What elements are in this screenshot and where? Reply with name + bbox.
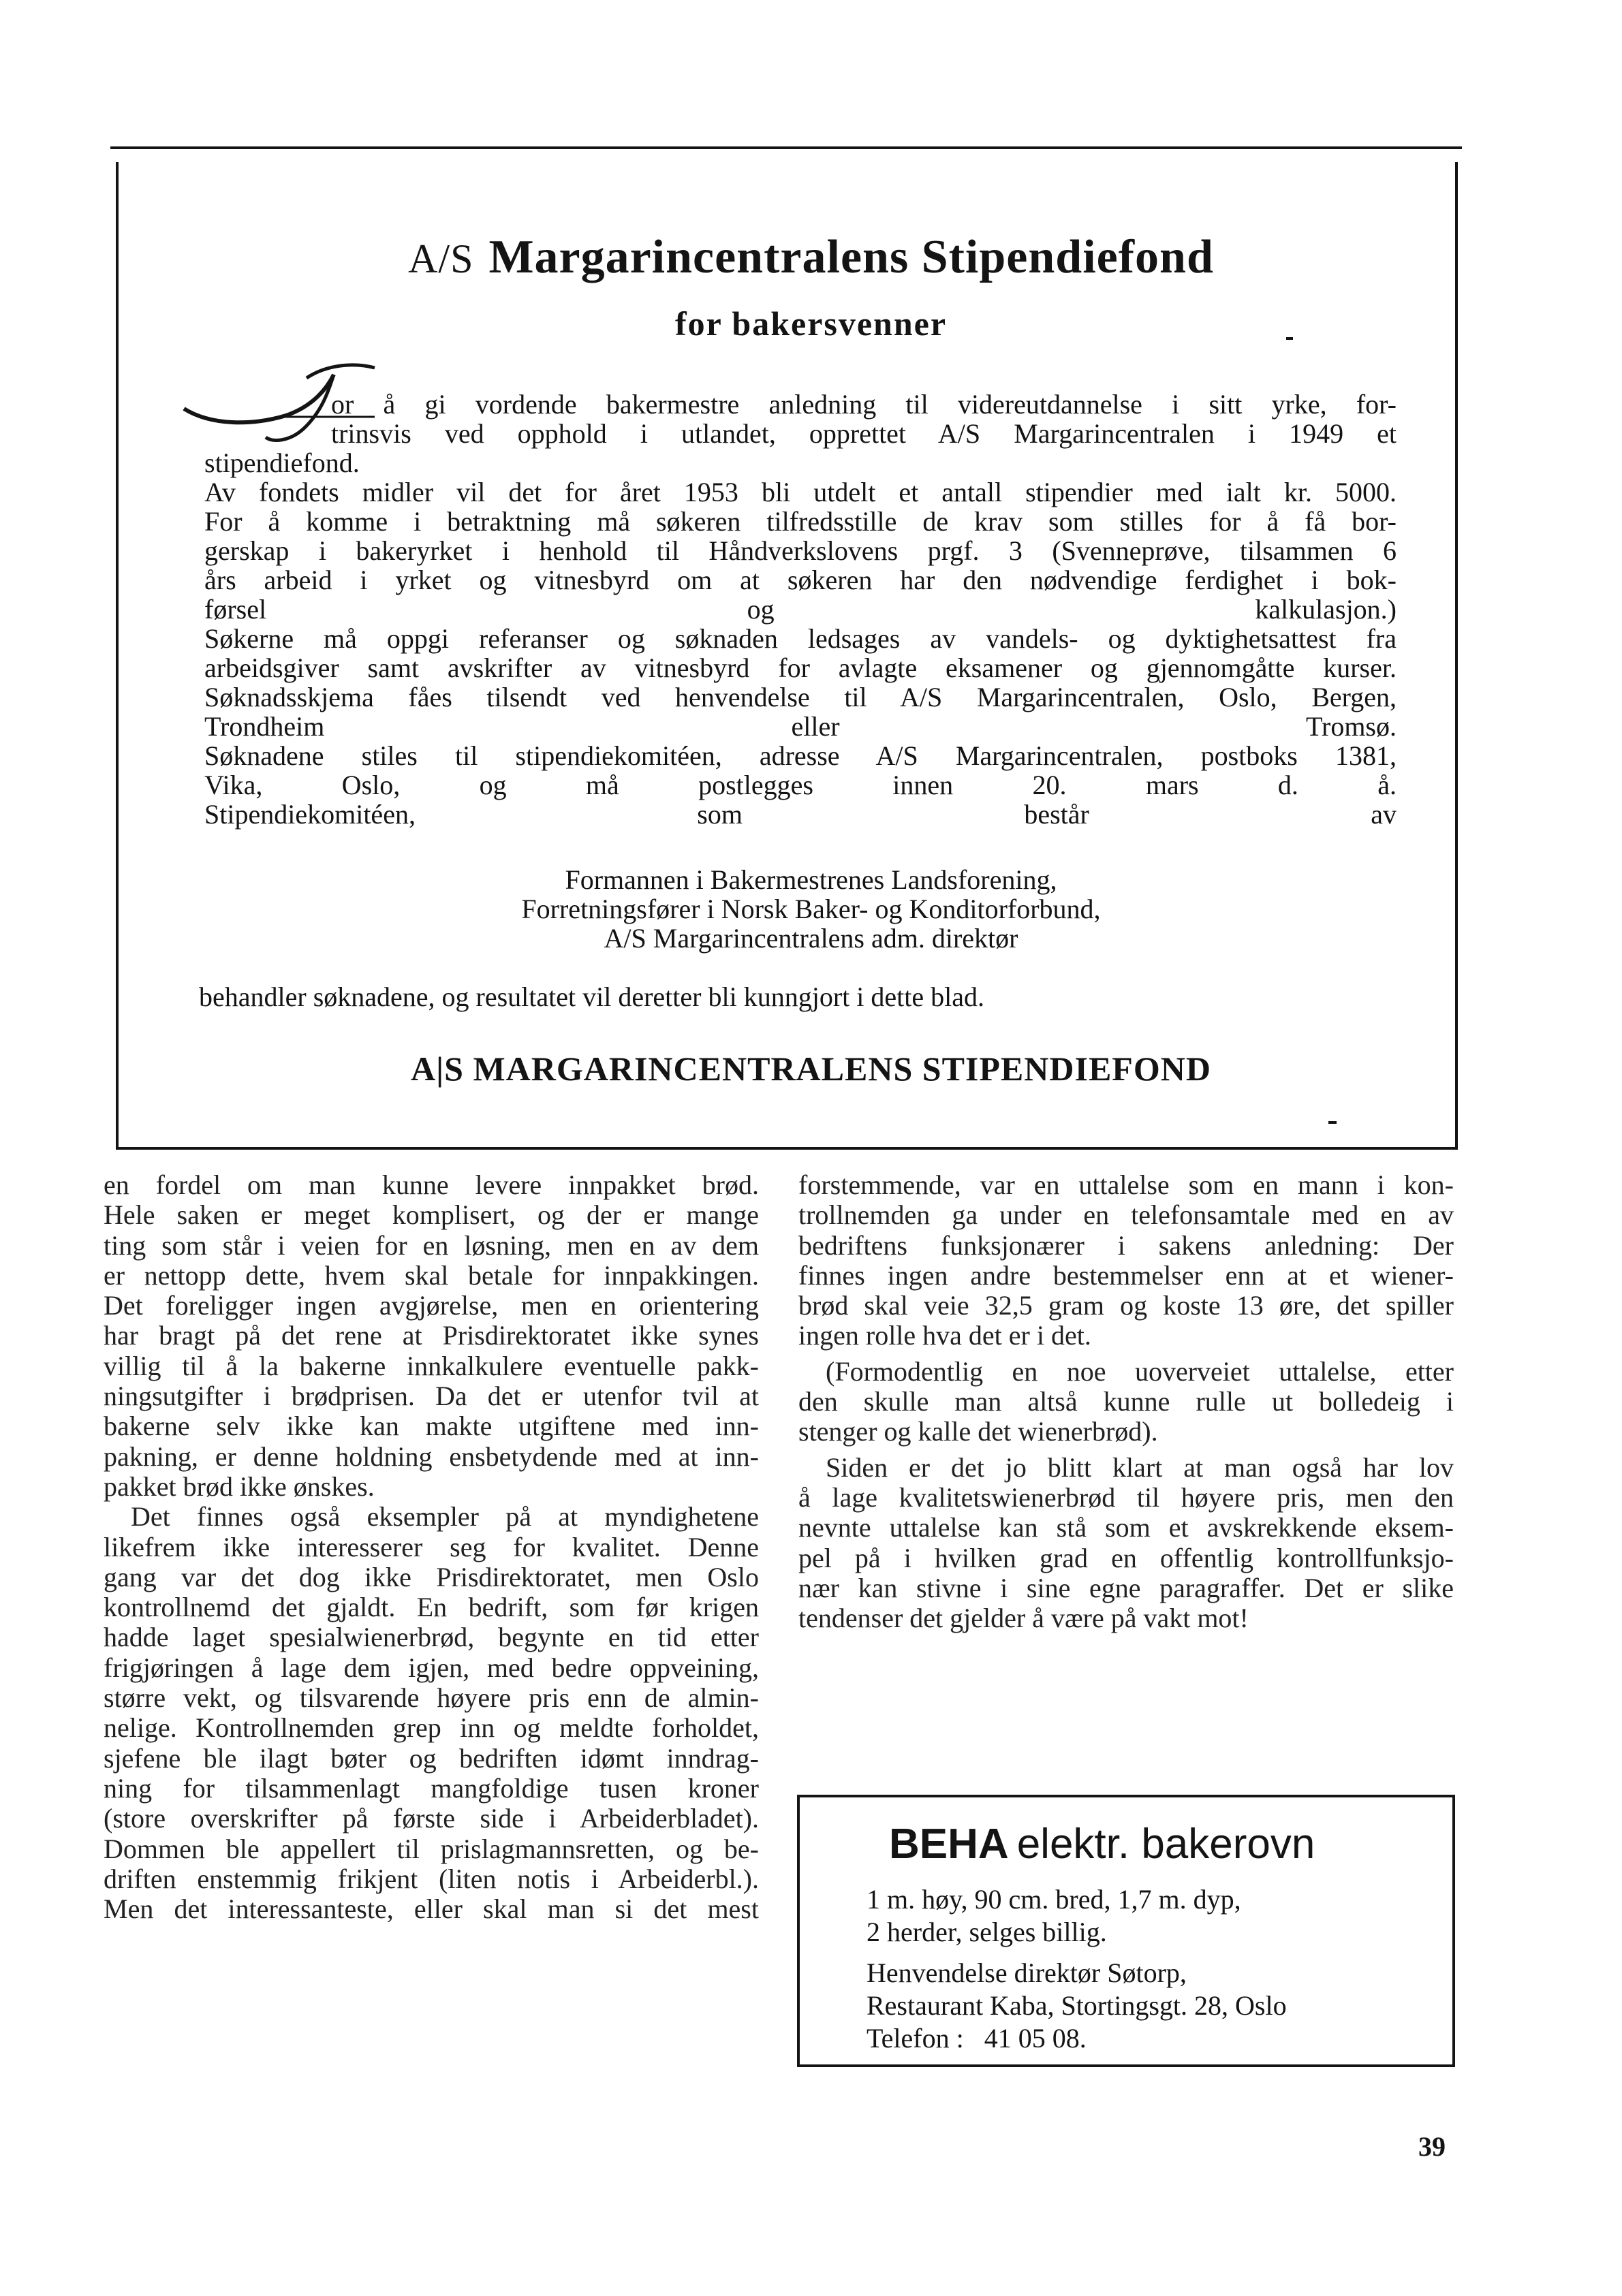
ad-signature: A|S MARGARINCENTRALENS STIPENDIEFOND	[411, 1050, 1211, 1088]
article-line: stenger og kalle det wienerbrød).	[798, 1416, 1158, 1447]
article-line: hadde laget spesialwienerbrød, begynte en tid etter	[104, 1622, 759, 1653]
article-right-column	[798, 1170, 1454, 1633]
article-line: pakning, er denne holdning ensbetydende med at inn-	[104, 1441, 759, 1472]
article-line: likefrem ikke interesserer seg for kvalitet. Denne	[104, 1531, 759, 1562]
ad-title	[0, 230, 1622, 285]
article-line: en fordel om man kunne levere innpakket brød.	[104, 1169, 759, 1200]
article-line: gang var det dog ikke Prisdirektoratet, men Oslo	[104, 1561, 759, 1592]
paragraph-line: førsel og kalkulasjon.)	[204, 594, 1397, 625]
article-line: pakket brød ikke ønskes.	[104, 1471, 375, 1502]
article-line: Men det interessanteste, eller skal man si det mest	[104, 1893, 759, 1925]
top-rule	[110, 146, 1462, 149]
article-line: Det foreligger ingen avgjørelse, men en orientering	[104, 1290, 759, 1321]
paragraph-line: Søknadsskjema fåes tilsendt ved henvendelse til A/S Margarincentralen, Oslo, Bergen,	[204, 682, 1397, 712]
article-line: den skulle man altså kunne rulle ut bolledeig i	[798, 1386, 1454, 1417]
committee-member: A/S Margarincentralens adm. direktør	[604, 923, 1018, 954]
print-speck	[1328, 1121, 1337, 1124]
classified-line: Restaurant Kaba, Stortingsgt. 28, Oslo	[867, 1990, 1287, 2021]
classified-line: 2 herder, selges billig.	[867, 1917, 1107, 1947]
article-line: sjefene ble ilagt bøter og bedriften idømt inndrag-	[104, 1742, 759, 1774]
classified-line: Telefon : 41 05 08.	[867, 2023, 1087, 2054]
article-line: villig til å la bakerne innkalkulere eventuelle pakk-	[104, 1350, 759, 1381]
paragraph-line: Stipendiekomitéen, som består av	[204, 799, 1397, 830]
print-speck	[1286, 337, 1293, 340]
article-line: nevnte uttalelse kan stå som et avskrekkende eksem-	[798, 1512, 1454, 1543]
article-line: bedriftens funksjonærer i sakens anledning: Der	[798, 1229, 1454, 1261]
article-line: Siden er det jo blitt klart at man også har lov	[826, 1451, 1454, 1483]
paragraph-line: gerskap i bakeryrket i henhold til Håndverkslovens prgf. 3 (Svenneprøve, tilsammen 6	[204, 535, 1397, 566]
ad-title-text: Margarincentralens Stipendiefond	[488, 231, 1214, 283]
classified-product: elektr. bakerovn	[1016, 1821, 1315, 1868]
closing-sentence: behandler søknadene, og resultatet vil deretter bli kunngjort i dette blad.	[199, 981, 984, 1012]
article-line: trollnemden ga under en telefonsamtale med en av	[798, 1199, 1454, 1231]
paragraph-line: Søknadene stiles til stipendiekomitéen, adresse A/S Margarincentralen, postboks 1381,	[204, 740, 1397, 771]
article-line: ningsutgifter i brødprisen. Da det er utenfor tvil at	[104, 1381, 759, 1412]
intro-line: or å gi vordende bakermestre anledning til videreutdannelse i sitt yrke, for-	[331, 389, 1397, 420]
article-line: Det finnes også eksempler på at myndighetene	[131, 1501, 759, 1532]
article-line: har bragt på det rene at Prisdirektoratet ikke synes	[104, 1320, 759, 1351]
classified-line: 1 m. høy, 90 cm. bred, 1,7 m. dyp,	[867, 1884, 1241, 1915]
article-line: frigjøringen å lage dem igjen, med bedre oppveining,	[104, 1652, 759, 1683]
article-line: Hele saken er meget komplisert, og der er mange	[104, 1199, 759, 1231]
article-line: forstemmende, var en uttalelse som en mann i kon-	[798, 1169, 1454, 1200]
classified-body	[867, 1883, 1398, 2055]
article-left-column	[104, 1170, 759, 1924]
article-line: driften enstemmig frikjent (liten notis i Arbeiderbl.).	[104, 1863, 759, 1894]
article-line: Dommen ble appellert til prislagmannsretten, og be-	[104, 1833, 759, 1864]
article-line: å lage kvalitetswienerbrød til høyere pris, men den	[798, 1481, 1454, 1513]
ad-subtitle: for bakersvenner	[674, 304, 948, 343]
classified-brand: BEHA	[889, 1821, 1009, 1868]
paragraph-line: Vika, Oslo, og må postlegges innen 20. mars d. å.	[204, 770, 1397, 800]
article-line: finnes ingen andre bestemmelser enn at et wiener-	[798, 1259, 1454, 1291]
article-line: større vekt, og tilsvarende høyere pris enn de almin-	[104, 1682, 759, 1714]
article-line: nær kan stivne i sine egne paragraffer. Det er slike	[798, 1572, 1454, 1603]
paragraph-line: arbeidsgiver samt avskrifter av vitnesbyrd for avlagte eksamener og gjennomgåtte kurser.	[204, 652, 1397, 683]
article-line: ting som står i veien for en løsning, men en av dem	[104, 1229, 759, 1261]
article-line: er nettopp dette, hvem skal betale for innpakkingen.	[104, 1259, 759, 1291]
paragraph-line: års arbeid i yrket og vitnesbyrd om at søkeren har den nødvendige ferdighet i bok-	[204, 565, 1397, 595]
article-line: nelige. Kontrollnemden grep inn og meldte forholdet,	[104, 1712, 759, 1744]
article-line: kontrollnemd det gjaldt. En bedrift, som før krigen	[104, 1592, 759, 1623]
article-line: tendenser det gjelder å være på vakt mot!	[798, 1603, 1249, 1634]
page-number: 39	[1418, 2131, 1446, 2162]
committee-list	[0, 865, 1622, 953]
article-line: bakerne selv ikke kan makte utgiftene med inn-	[104, 1411, 759, 1442]
article-line: ning for tilsammenlagt mangfoldige tusen kroner	[104, 1772, 759, 1804]
article-line: (Formodentlig en noe uoverveiet uttalelse, etter	[826, 1355, 1454, 1387]
article-line: pel på i hvilken grad en offentlig kontrollfunksjo-	[798, 1542, 1454, 1573]
committee-member: Formannen i Bakermestrenes Landsforening,	[565, 864, 1057, 895]
intro-line: trinsvis ved opphold i utlandet, opprettet A/S Margarincentralen i 1949 et	[331, 418, 1397, 449]
paragraph-line: Søkerne må oppgi referanser og søknaden ledsages av vandels- og dyktighetsattest fra	[204, 623, 1397, 654]
article-line: (store overskrifter på første side i Arbeiderbladet).	[104, 1803, 759, 1834]
ad-title-prefix: A/S	[408, 236, 474, 281]
article-line: ingen rolle hva det er i det.	[798, 1320, 1091, 1351]
committee-member: Forretningsfører i Norsk Baker- og Konditorforbund,	[521, 894, 1101, 924]
classified-line: Henvendelse direktør Søtorp,	[867, 1957, 1187, 1988]
intro-line: stipendiefond.	[204, 447, 360, 478]
article-line: brød skal veie 32,5 gram og koste 13 øre, det spiller	[798, 1290, 1454, 1321]
paragraph-line: Av fondets midler vil det for året 1953 bli utdelt et antall stipendier med ialt kr. 5000.	[204, 477, 1397, 507]
paragraph-line: Trondheim eller Tromsø.	[204, 711, 1397, 742]
classified-title	[889, 1820, 1315, 1868]
ad-body	[204, 390, 1397, 829]
paragraph-line: For å komme i betraktning må søkeren tilfredsstille de krav som stilles for å få bor-	[204, 506, 1397, 537]
